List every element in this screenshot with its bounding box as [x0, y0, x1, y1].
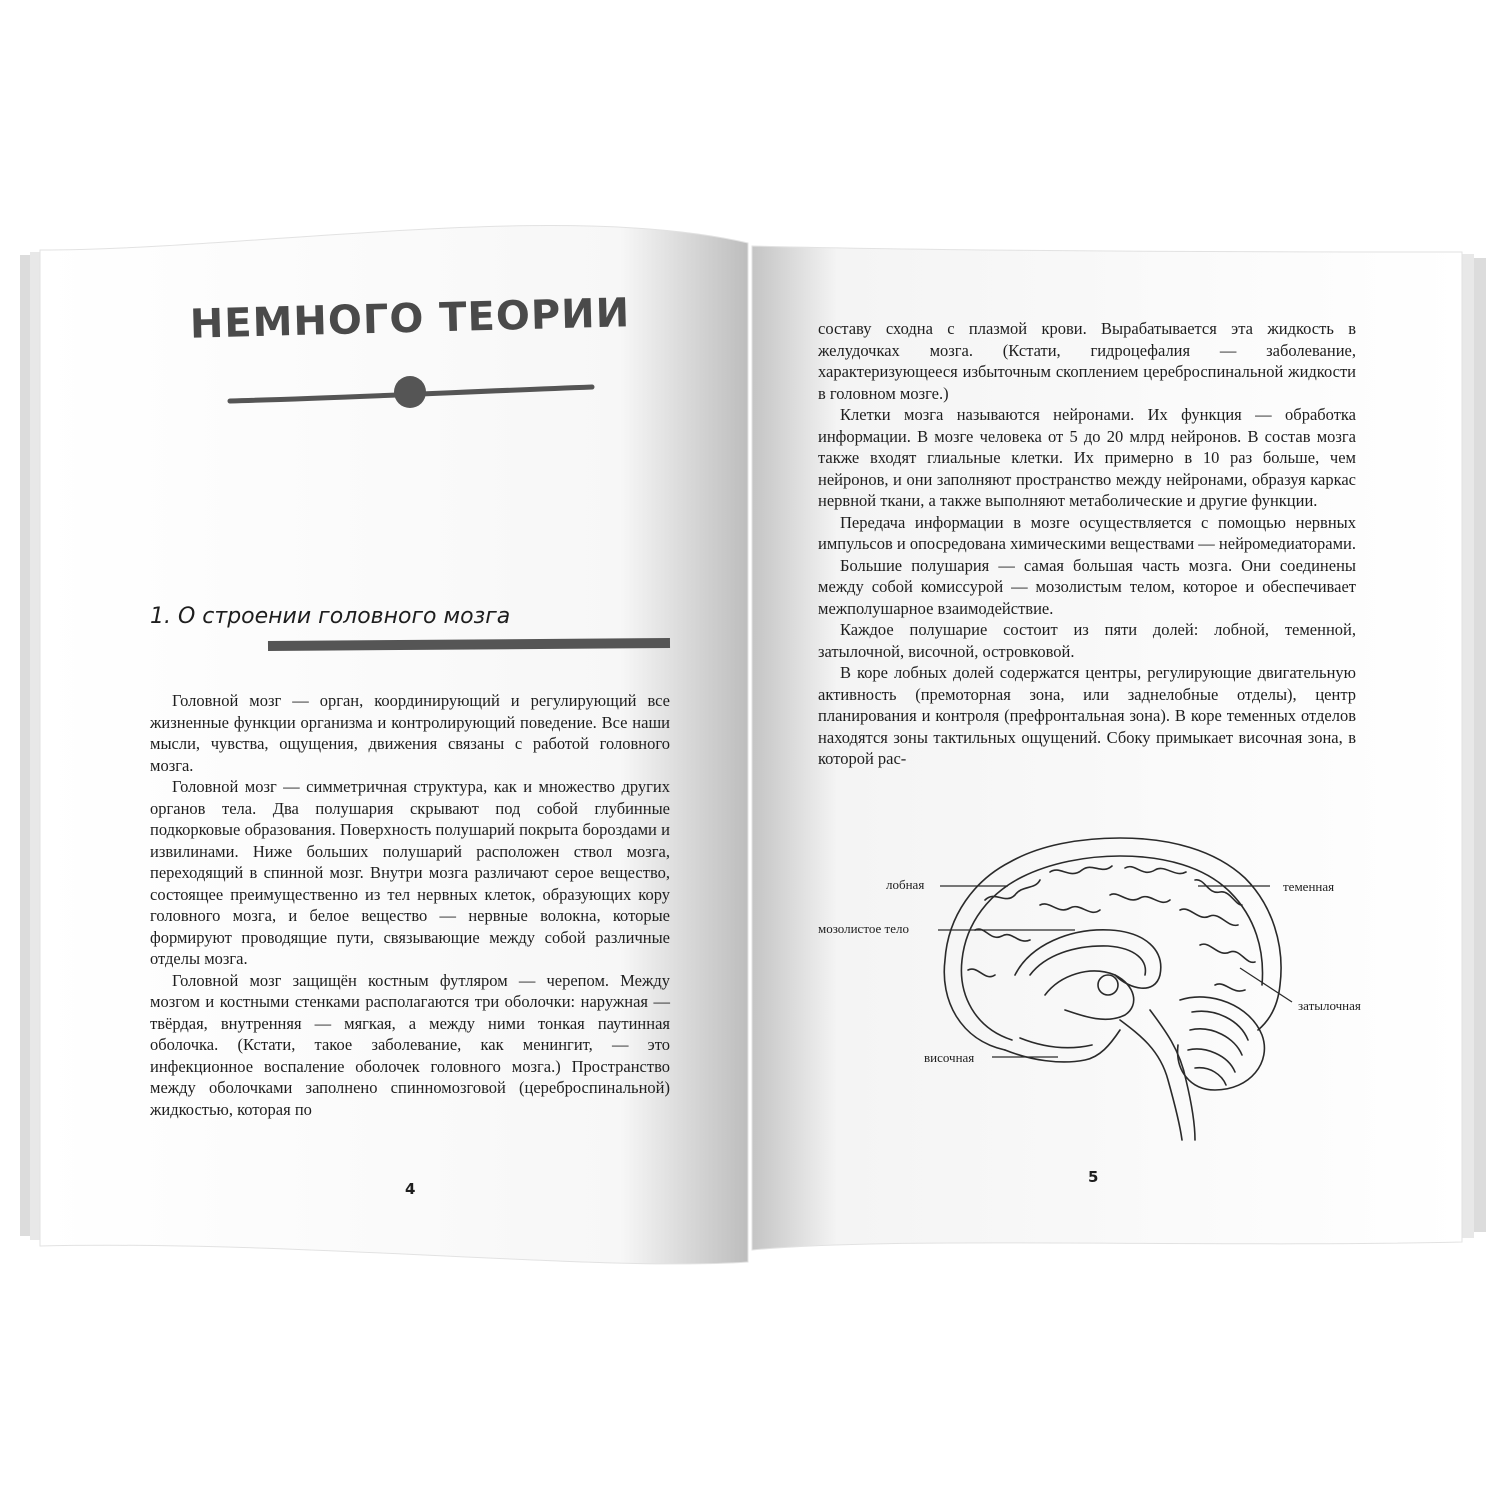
- leader-line-occipital: [1240, 968, 1292, 1002]
- label-parietal: теменная: [1283, 879, 1335, 894]
- paragraph: Головной мозг — орган, координирующий и регулирующий все жизненные функции организма и контролирующий поведение. Все наши мысли, чувства, ощущения, движения связаны с работой головного мозга.: [150, 691, 670, 775]
- page-number-left: 4: [405, 1180, 416, 1198]
- chapter-title: НЕМНОГО ТЕОРИИ: [189, 290, 631, 348]
- paragraph: Головной мозг защищён костным футляром — черепом. Между мозгом и костными стенками располагаются три оболочки: наружная — твёрдая, внутренняя — мягкая, а между ними тонкая паутинная оболочка. (Кстати, такое заболевание, как менингит, — это инфекционное воспаление оболочек головного мозга.) Пространство между оболочками заполнено спинномозговой (цереброспинальной) жидкостью, которая по: [150, 970, 670, 1119]
- label-occipital: затылочная: [1298, 998, 1361, 1013]
- page-number-right: 5: [1088, 1168, 1099, 1186]
- paragraph: Клетки мозга называются нейронами. Их функция — обработка информации. В мозге человека от 5 до 20 млрд нейронов. В состав мозга также входят глиальные клетки. Их примерно в 10 раз больше, чем нейронов, и они заполняют пространство между нейронами, образуя каркас нервной ткани, а также выполняют метаболические и другие функции.: [818, 405, 1356, 510]
- label-corpus-callosum: мозолистое тело: [818, 921, 909, 936]
- paragraph: Головной мозг — симметричная структура, как и множество других органов тела. Два полушария скрывают под собой глубинные подкорковые образования. Поверхность полушарий покрыта бороздами и извилинами. Ниже больших полушарий расположен ствол мозга, переходящий в спинной мозг. Внутри мозга различают серое вещество, состоящее преимущественно из тел нервных клеток, образующих кору головного мозга, и белое вещество — нервные волокна, которые формируют проводящие пути, связывающие между собой различные отделы мозга.: [150, 777, 670, 968]
- label-temporal: височная: [924, 1050, 975, 1065]
- section-title: 1. О строении головного мозга: [150, 604, 511, 629]
- paragraph: составу сходна с плазмой крови. Вырабатывается эта жидкость в желудочках мозга. (Кстати, гидроцефалия — заболевание, характеризующееся избыточным скоплением цереброспинальной жидкости в головном мозге.): [818, 319, 1356, 403]
- label-frontal: лобная: [886, 877, 925, 892]
- paragraph: Каждое полушарие состоит из пяти долей: лобной, теменной, затылочной, височной, островковой.: [818, 620, 1356, 661]
- paragraph: В коре лобных долей содержатся центры, регулирующие двигательную активность (премоторная зона, или заднелобные отделы), центр планирования и контроля (префронтальная зона). В коре теменных отделов находятся зоны тактильных ощущений. Сбоку примыкает височная зона, в которой рас-: [818, 663, 1356, 768]
- paragraph: Передача информации в мозге осуществляется с помощью нервных импульсов и опосредована химическими веществами — нейромедиаторами.: [818, 512, 1356, 553]
- paragraph: Большие полушария — самая большая часть мозга. Они соединены между собой комиссурой — мозолистым телом, которое и обеспечивает межполушарное взаимодействие.: [818, 555, 1356, 618]
